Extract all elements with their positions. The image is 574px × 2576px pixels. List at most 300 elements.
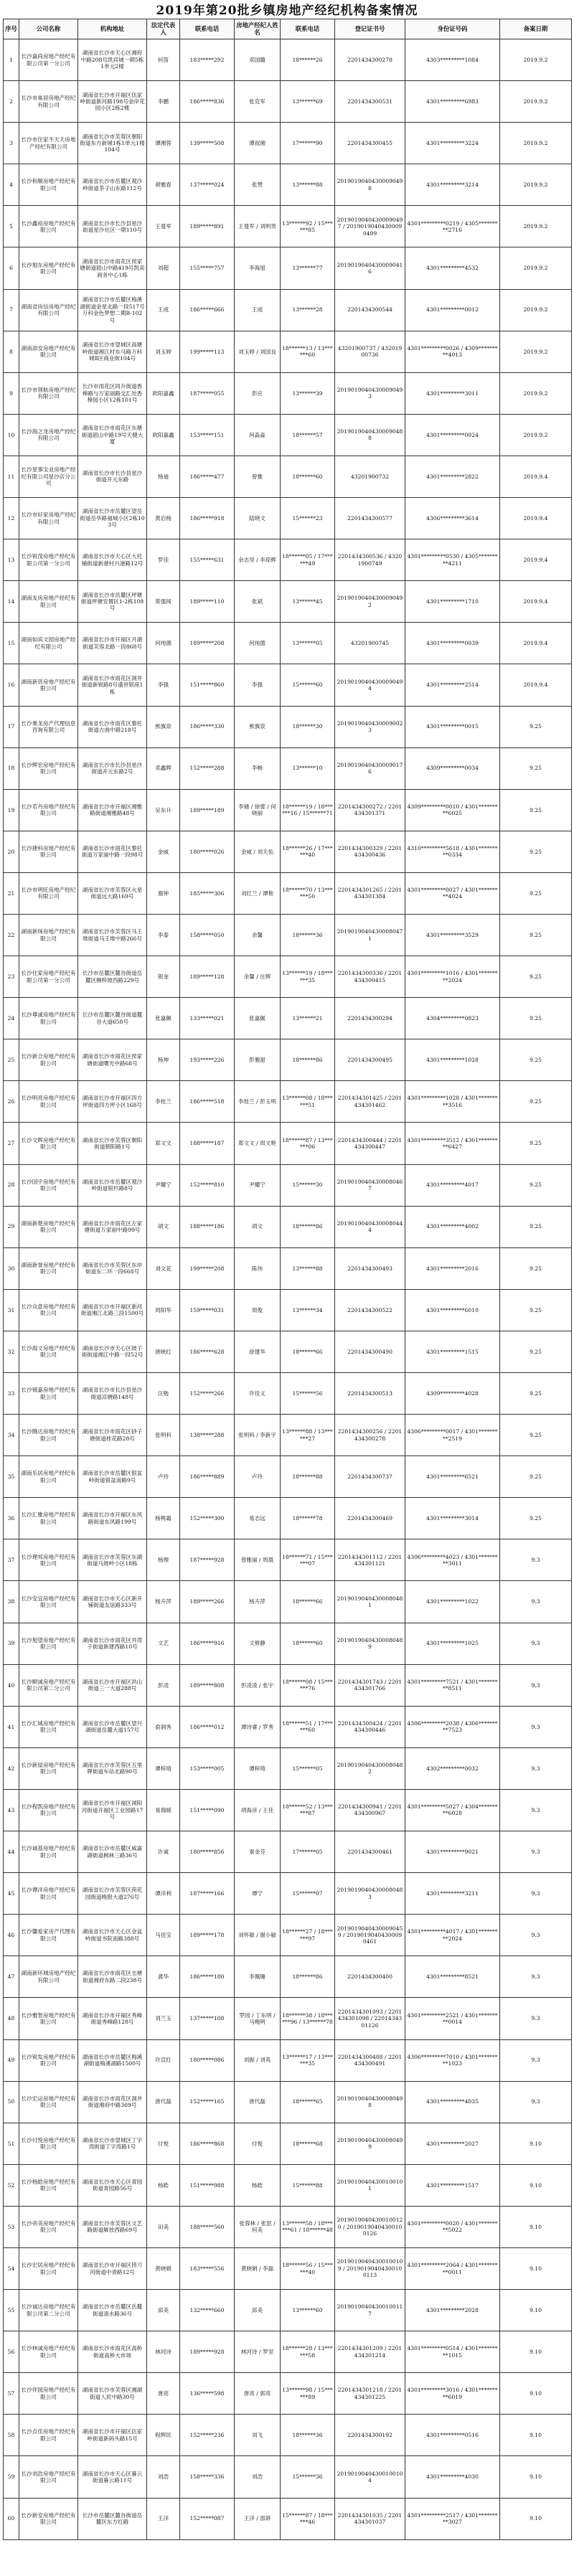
record-date: 9.3 [500,1581,572,1623]
company-address: 湖南省长沙市天心区新开铺街道友谊路333号 [78,1581,147,1623]
record-date: 2019.9.2 [500,81,572,123]
company-address: 湖南省长沙市开福区洪山街道三一大道288号 [78,1664,147,1706]
record-date: 9.25 [500,789,572,831]
id-number: 4301*********0219 / 4305*********2716 [405,206,500,247]
agent-phone: 18******86 [281,1039,335,1081]
row-number: 24 [4,998,19,1039]
company-address: 湖南省长沙市芙蓉区东岸街道东二环一段668号 [78,1247,147,1289]
agent-name: 林河诗 / 罗坚 [235,2331,281,2373]
record-date: 2019.9.2 [500,331,572,372]
agent-phone: 18******36 [281,2415,335,2456]
certificate-number: 20190190404300080498 [335,2081,405,2123]
agent-name: 金威 / 刘天佑 [235,831,281,872]
agent-phone: 13******58 / 18******61 / 18******48 [281,2206,335,2247]
agent-name: 易志远 [235,1498,281,1539]
agent-phone: 18******66 [281,1581,335,1623]
agent-name: 李桂兰 / 彭玉明 [235,1081,281,1123]
record-date: 9.25 [500,1498,572,1539]
row-number: 14 [4,581,19,623]
table-row [4,1331,572,1372]
record-date: 9.10 [500,2247,572,2289]
row-number: 50 [4,2081,19,2123]
row-number: 11 [4,456,19,497]
record-date: 9.25 [500,956,572,998]
agent-phone: 18******05 / 17******49 [281,539,335,581]
agent-name: 陆晓文 [235,498,281,539]
legal-phone: 185*****306 [180,872,235,914]
row-number: 60 [4,2498,19,2539]
company-name: 湖南乐居房地产经纪有限公司 [19,1456,78,1498]
company-name: 长沙杨皓房地产经纪有限公司 [19,2164,78,2206]
certificate-number: 20190190404300100120 / 20190190404300100126 [335,2206,405,2247]
certificate-number: 20190190404300090498 [335,164,405,206]
table-row [4,789,572,831]
legal-representative: 汪勉 [147,1373,180,1415]
certificate-number: 2201434301425 / 2201434301462 [335,1081,405,1123]
table-row [4,1664,572,1706]
company-address: 湖南省长沙市雨花区井湾子街道新建西路10号 [78,1623,147,1664]
record-date: 9.10 [500,2331,572,2373]
table-row [4,581,572,623]
agent-phone: 18******57 [281,414,335,456]
table-row [4,2164,572,2206]
legal-phone: 136*****598 [180,2373,235,2415]
agent-name: 刘浩 [235,2456,281,2498]
legal-representative: 田美 [147,2206,180,2247]
table-row [4,456,572,497]
row-number: 51 [4,2123,19,2164]
company-address: 湖南省长沙市雨花区洞井街道湘府中路369号 [78,2081,147,2123]
legal-representative: 李鹏 [147,81,180,123]
agent-name: 文修静 [235,1623,281,1664]
legal-phone: 186*****012 [180,1706,235,1747]
company-address: 湖南省长沙市望城区高塘岭街道湘江村东马路万科城Ⅱ区商业街104号 [78,331,147,372]
table-row [4,1831,572,1873]
legal-representative: 莫强闯 [147,581,180,623]
record-date: 9.25 [500,1081,572,1123]
certificate-number: 2201434301209 / 2201434301214 [335,2331,405,2373]
agent-name: 刘红兰 / 谭艳 [235,872,281,914]
agent-name: 李强 [235,664,281,706]
id-number: 4306*********4023 / 4301*********3011 [405,1539,500,1581]
agent-phone: 18******68 [281,2123,335,2164]
row-number: 42 [4,1747,19,1789]
legal-representative: 郑文文 [147,1123,180,1164]
record-date: 2019.9.4 [500,539,572,581]
id-number: 4301*********2521 / 4301*********0014 [405,1998,500,2039]
legal-representative: 邓鑫辉 [147,747,180,789]
agent-name: 刘怀敏 / 谢小敏 [235,1915,281,1956]
table-row [4,247,572,289]
table-row [4,498,572,539]
table-row [4,2290,572,2331]
company-name: 长沙新安房地产经纪有限公司 [19,2498,78,2539]
table-row [4,706,572,747]
agent-name: 王成 [235,289,281,331]
legal-phone: 183*****292 [180,39,235,81]
company-name: 湖南新环城房地产经纪有限公司 [19,1956,78,1998]
company-address: 湖南省长沙市开福区秀峰街道秀峰路128号 [78,1998,147,2039]
legal-phone: 180*****856 [180,1831,235,1873]
id-number: 4301*********1028 / 4301*********3516 [405,1081,500,1123]
header-address: 机构地址 [78,19,147,39]
agent-phone: 13******39 [281,372,335,414]
legal-phone: 152*****810 [180,1164,235,1206]
certificate-number: 20190190404300090416 [335,247,405,289]
id-number: 4301*********4002 [405,1206,500,1247]
row-number: 15 [4,623,19,664]
agent-phone: 15******60 [281,664,335,706]
certificate-number: 20190190404300090497 / 20190190404300090499 [335,206,405,247]
company-name: 长沙市明旺房地产经纪有限公司 [19,872,78,914]
legal-phone: 132*****660 [180,2290,235,2331]
certificate-number: 20190190404300080471 [335,914,405,956]
row-number: 1 [4,39,19,81]
company-name: 长沙奥龙房产代理信息咨询有限公司 [19,706,78,747]
id-number: 4301*********1710 [405,581,500,623]
agent-phone: 13******88 / 13******27 [281,1415,335,1456]
company-name: 长沙新合房地产经纪有限公司 [19,1039,78,1081]
agent-phone: 18******51 / 17******60 [281,1706,335,1747]
agent-phone: 17******05 [281,1831,335,1873]
company-address: 湖南省长沙市长沙县星沙街道星沙社区一期110号 [78,206,147,247]
legal-phone: 153*****005 [180,1747,235,1789]
record-date: 9.25 [500,1164,572,1206]
agent-name: 张蓉林 / 张思 / 何美 [235,2206,281,2247]
legal-representative: 龚华 [147,1956,180,1998]
company-name: 长沙旭望房地产经纪有限公司 [19,1623,78,1664]
agent-name: 谭诗睿 / 罗秀 [235,1706,281,1747]
record-date: 9.10 [500,2456,572,2498]
certificate-number: 2201434300513 [335,1373,405,1415]
certificate-number: 2201434300493 [335,1247,405,1289]
row-number: 18 [4,747,19,789]
company-name: 长沙捷科房地产经纪有限公司 [19,831,78,872]
table-row [4,206,572,247]
record-date: 2019.9.2 [500,164,572,206]
company-address: 长沙市雨花区同升街道香樟路与万家丽路交汇处香樟园小区12栋101号 [78,372,147,414]
company-address: 湖南省长沙市芙蓉区东湖街道马坡岭小区18栋 [78,1539,147,1581]
company-address: 湖南省长沙市雨花区黎托街道古曲中路218号 [78,706,147,747]
table-row [4,2123,572,2164]
certificate-number: 2201434300444 / 2201434300447 [335,1123,405,1164]
agent-name: 张嘉佩 [235,998,281,1039]
certificate-number: 2201434301265 / 2201434301384 [335,872,405,914]
record-date: 2019.9.2 [500,123,572,164]
agent-name: 李储 / 徐蕾 / 何晓丽 [235,789,281,831]
row-number: 56 [4,2331,19,2373]
agent-name: 胡文 [235,1206,281,1247]
company-address: 湖南省长沙市雨花区东塘街道韶山中路19号天健大厦 [78,414,147,456]
company-address: 湖南省长沙市天心区湘府中路208号凯宾城一期5栋1单元2楼 [78,39,147,81]
legal-phone: 189*****110 [180,581,235,623]
legal-representative: 吴东升 [147,789,180,831]
legal-phone: 186*****518 [180,1081,235,1123]
legal-phone: 186*****836 [180,81,235,123]
agent-phone: 15******30 [281,1164,335,1206]
row-number: 43 [4,1789,19,1831]
agent-name: 徐建华 [235,1331,281,1372]
company-address: 湖南省长沙市雨花区左家塘街道万家丽中路99号 [78,1206,147,1247]
legal-phone: 189*****891 [180,206,235,247]
company-address: 湖南省长沙市芙蓉区朝阳街道东方新城1栋1单元1楼104号 [78,123,147,164]
record-date: 2019.9.2 [500,289,572,331]
record-date: 2019.9.4 [500,664,572,706]
agent-phone: 18******13 / 13******60 [281,331,335,372]
row-number: 41 [4,1706,19,1747]
company-address: 湖南省长沙市雨花区高桥街道高桥大市场 [78,2331,147,2373]
row-number: 2 [4,81,19,123]
table-row [4,1373,572,1415]
table-row [4,1206,572,1247]
table-row [4,2206,572,2247]
legal-phone: 155*****631 [180,539,235,581]
agent-phone: 18******36 [281,914,335,956]
certificate-number: 20190190404300100109 / 20190190404300100113 [335,2247,405,2289]
legal-representative: 谭洋利 [147,1873,180,1915]
legal-phone: 151*****090 [180,1789,235,1831]
legal-representative: 何笛 [147,39,180,81]
company-name: 长沙新屋房地产经纪有限公司 [19,1747,78,1789]
company-address: 湖南省长沙市芙蓉区马王堆街道马王堆中路266号 [78,914,147,956]
record-date: 9.3 [500,2081,572,2123]
certificate-number: 2201434300522 [335,1289,405,1331]
company-address: 湖南省长沙市岳麓区梅溪湖街道金星北路一段517号万科金色梦想二期B-102号 [78,289,147,331]
legal-phone: 186*****889 [180,1456,235,1498]
table-row [4,2456,572,2498]
row-number: 13 [4,539,19,581]
agent-name: 陈伟 [235,1247,281,1289]
agent-phone: 18******26 / 17******40 [281,831,335,872]
certificate-number: 20190190404300100101 [335,2164,405,2206]
company-name: 湖南新楚房地产经纪有限公司 [19,1206,78,1247]
id-number: 4306*********7010 / 4301*********1023 [405,2039,500,2081]
legal-representative: 刘玉婷 [147,331,180,372]
legal-phone: 199*****113 [180,331,235,372]
row-number: 22 [4,914,19,956]
id-number: 4301*********0516 [405,2415,500,2456]
legal-representative: 易瑞媛 [147,1789,180,1831]
certificate-number: 2201434300544 [335,289,405,331]
certificate-number: 20190190404300090492 [335,581,405,623]
row-number: 30 [4,1247,19,1289]
legal-representative: 银金 [147,956,180,998]
row-number: 57 [4,2373,19,2415]
company-address: 湖南省长沙市开福区捞刀河街道中青路12号 [78,2247,147,2289]
id-number: 4301*********2027 [405,2123,500,2164]
agent-phone: 13******05 [281,623,335,664]
company-address: 湖南省长沙市天心区坡子街街道湘江中路一段52号 [78,1331,147,1372]
id-number: 4301*********1016 / 4301*********2024 [405,956,500,998]
certificate-number: 2201434300329 / 2201434300436 [335,831,405,872]
legal-phone: 186*****180 [180,1956,235,1998]
certificate-number: 2201434300469 [335,1498,405,1539]
table-row [4,831,572,872]
legal-representative: 付悦 [147,2123,180,2164]
table-row [4,2247,572,2289]
row-number: 59 [4,2456,19,2498]
record-date: 9.25 [500,1415,572,1456]
id-number: 4301*********7521 / 4301*********8511 [405,1664,500,1706]
company-name: 长沙腾达房地产经纪有限公司 [19,1415,78,1456]
agent-name: 唐亮 / 郭亮 [235,2373,281,2415]
header-date: 备案日期 [500,19,572,39]
id-number: 4301*********0027 / 4301*********4024 [405,872,500,914]
table-row [4,331,572,372]
agent-phone: 18******30 [281,706,335,747]
row-number: 25 [4,1039,19,1081]
company-address: 湖南省长沙市开福区湘雅路街道湘雅路48号 [78,789,147,831]
agent-phone: 15******23 [281,498,335,539]
id-number: 4301*********0020 / 4301*********5022 [405,2206,500,2247]
company-address: 湖南省长沙市天心区青园街道青园路56号 [78,2164,147,2206]
agent-phone: 18******65 [281,2081,335,2123]
legal-representative: 杨桃霜 [147,1498,180,1539]
legal-phone: 187*****928 [180,1539,235,1581]
agent-phone: 18******08 / 15******76 [281,1664,335,1706]
table-row [4,1456,572,1498]
id-number: 4301*********6521 [405,1456,500,1498]
legal-representative: 金威 [147,831,180,872]
header-agent: 房地产经纪人姓名 [235,19,281,39]
row-number: 27 [4,1123,19,1164]
agent-phone: 18******27 / 18******97 [281,1915,335,1956]
agent-phone: 18******86 [281,1206,335,1247]
table-row [4,539,572,581]
legal-phone: 186*****477 [180,456,235,497]
record-date: 9.3 [500,1998,572,2039]
record-date: 9.10 [500,2373,572,2415]
company-address: 湖南省长沙市岳麓区坪塘街道坪塘安置区1-2栋108号 [78,581,147,623]
record-date: 9.3 [500,1623,572,1664]
certificate-number: 20190190404300080489 [335,1623,405,1664]
agent-name: 唐代磊 [235,2081,281,2123]
certificate-number: 20190190404300080444 [335,1206,405,1247]
legal-phone: 158*****336 [180,2456,235,2498]
record-date: 9.25 [500,1456,572,1498]
certificate-number: 2201434301743 / 2201434301766 [335,1664,405,1706]
id-number: 4301*********0039 [405,623,500,664]
company-name: 长沙诚达房地产经纪有限公司第二分公司 [19,2290,78,2331]
agent-phone: 13******77 [281,247,335,289]
row-number: 8 [4,331,19,372]
legal-phone: 199*****208 [180,1247,235,1289]
legal-representative: 杨迪 [147,456,180,497]
row-number: 36 [4,1498,19,1539]
agent-name: 胡海彦 / 王佳 [235,1789,281,1831]
legal-representative: 欧阳嘉鑫 [147,414,180,456]
certificate-number: 43201900732 [335,456,405,497]
legal-phone: 155*****757 [180,247,235,289]
certificate-number: 2201434300531 [335,81,405,123]
legal-phone: 186*****868 [180,2123,235,2164]
legal-representative: 张明科 [147,1415,180,1456]
agent-name: 张明科 / 李新宇 [235,1415,281,1456]
certificate-number: 2201434300455 [335,123,405,164]
legal-phone: 152*****288 [180,747,235,789]
table-row [4,1039,572,1081]
table-row [4,164,572,206]
id-number: 4301*********2517 / 4301*********3027 [405,2498,500,2539]
legal-phone: 133*****021 [180,998,235,1039]
id-number: 4301*********1022 [405,1581,500,1623]
legal-representative: 许宣红 [147,2039,180,2081]
row-number: 49 [4,2039,19,2081]
agent-name: 许佳义 [235,1373,281,1415]
legal-representative: 林河诗 [147,2331,180,2373]
company-address: 湖南省长沙市芙蓉区文艺路街道解放西路69号 [78,2206,147,2247]
registration-table [3,19,572,2540]
record-date: 2019.9.4 [500,498,572,539]
id-number: 4301*********4017 / 4301*********2024 [405,1915,500,1956]
legal-representative: 李强 [147,664,180,706]
table-row [4,747,572,789]
agent-phone: 13******60 [281,2290,335,2331]
legal-phone: 139*****508 [180,123,235,164]
legal-phone: 137*****024 [180,164,235,206]
legal-representative: 杨坤 [147,1039,180,1081]
company-name: 湖南新资房地产经纪有限公司 [19,664,78,706]
legal-phone: 153*****151 [180,414,235,456]
row-number: 6 [4,247,19,289]
id-number: 4301*********3224 [405,123,500,164]
id-number: 4301*********4035 [405,2081,500,2123]
legal-representative: 黄启杨 [147,498,180,539]
certificate-number: 2201434301218 / 2201434301225 [335,2373,405,2415]
company-address: 湖南省长沙市雨花区洞井街道新锐路8号盛世银座1栋 [78,664,147,706]
company-name: 长沙谭洋房地产经纪有限公司 [19,1873,78,1915]
company-address: 湖南省长沙市雨花区黎托街道万家丽中路一段98号 [78,831,147,872]
id-number: 4301*********0514 / 4301*********1015 [405,2331,500,2373]
agent-name: 刘振 / 刘英 [235,2039,281,2081]
company-address: 湖南省长沙市雨花区侯家塘街道曙光中路68号 [78,1039,147,1081]
agent-name: 彭凌凌 / 张宇 [235,1664,281,1706]
agent-phone: 15******56 [281,1373,335,1415]
row-number: 40 [4,1664,19,1706]
company-address: 湖南省长沙市开福区四方坪街道四方坪小区168号 [78,1081,147,1123]
row-number: 12 [4,498,19,539]
company-address: 湖南省长沙市岳麓区观沙岭街道茶子山东路112号 [78,164,147,206]
company-name: 长沙诚基房地产经纪有限公司 [19,1831,78,1873]
record-date: 9.3 [500,1747,572,1789]
certificate-number: 2201434300941 / 2201434300967 [335,1789,405,1831]
legal-representative: 胡雅春 [147,164,180,206]
row-number: 3 [4,123,19,164]
row-number: 52 [4,2164,19,2206]
company-address: 湖南省长沙市天心区金盆岭街道书院南路388号 [78,1915,147,1956]
agent-name: 杨卉萍 [235,1581,281,1623]
company-name: 湖南新珠房地产经纪有限公司 [19,914,78,956]
record-date: 9.25 [500,872,572,914]
legal-phone: 152*****087 [180,2498,235,2539]
agent-name: 罗园 / 丁东明 / 马晚明 [235,1998,281,2039]
legal-phone: 189*****266 [180,1581,235,1623]
agent-name: 杨皓 [235,2164,281,2206]
legal-phone: 152*****165 [180,2081,235,2123]
legal-representative: 彭凌 [147,1664,180,1706]
row-number: 37 [4,1539,19,1581]
company-address: 湖南省长沙市天心区大托铺街道新港村兴港路12号 [78,539,147,581]
table-row [4,414,572,456]
company-address: 长沙市岳麓区麓谷街道岳麓区东方红路 [78,2498,147,2539]
agent-phone: 18******19 / 18******16 / 15******71 [281,789,335,831]
company-name: 湖南省房信房地产经纪有限公司 [19,289,78,331]
agent-name: 谭叔湘 [235,123,281,164]
certificate-number: 2201434300495 [335,1039,405,1081]
legal-representative: 刘浩 [147,2456,180,2498]
table-row [4,1623,572,1664]
agent-phone: 18******38 / 18******96 / 13******78 [281,1998,335,2039]
